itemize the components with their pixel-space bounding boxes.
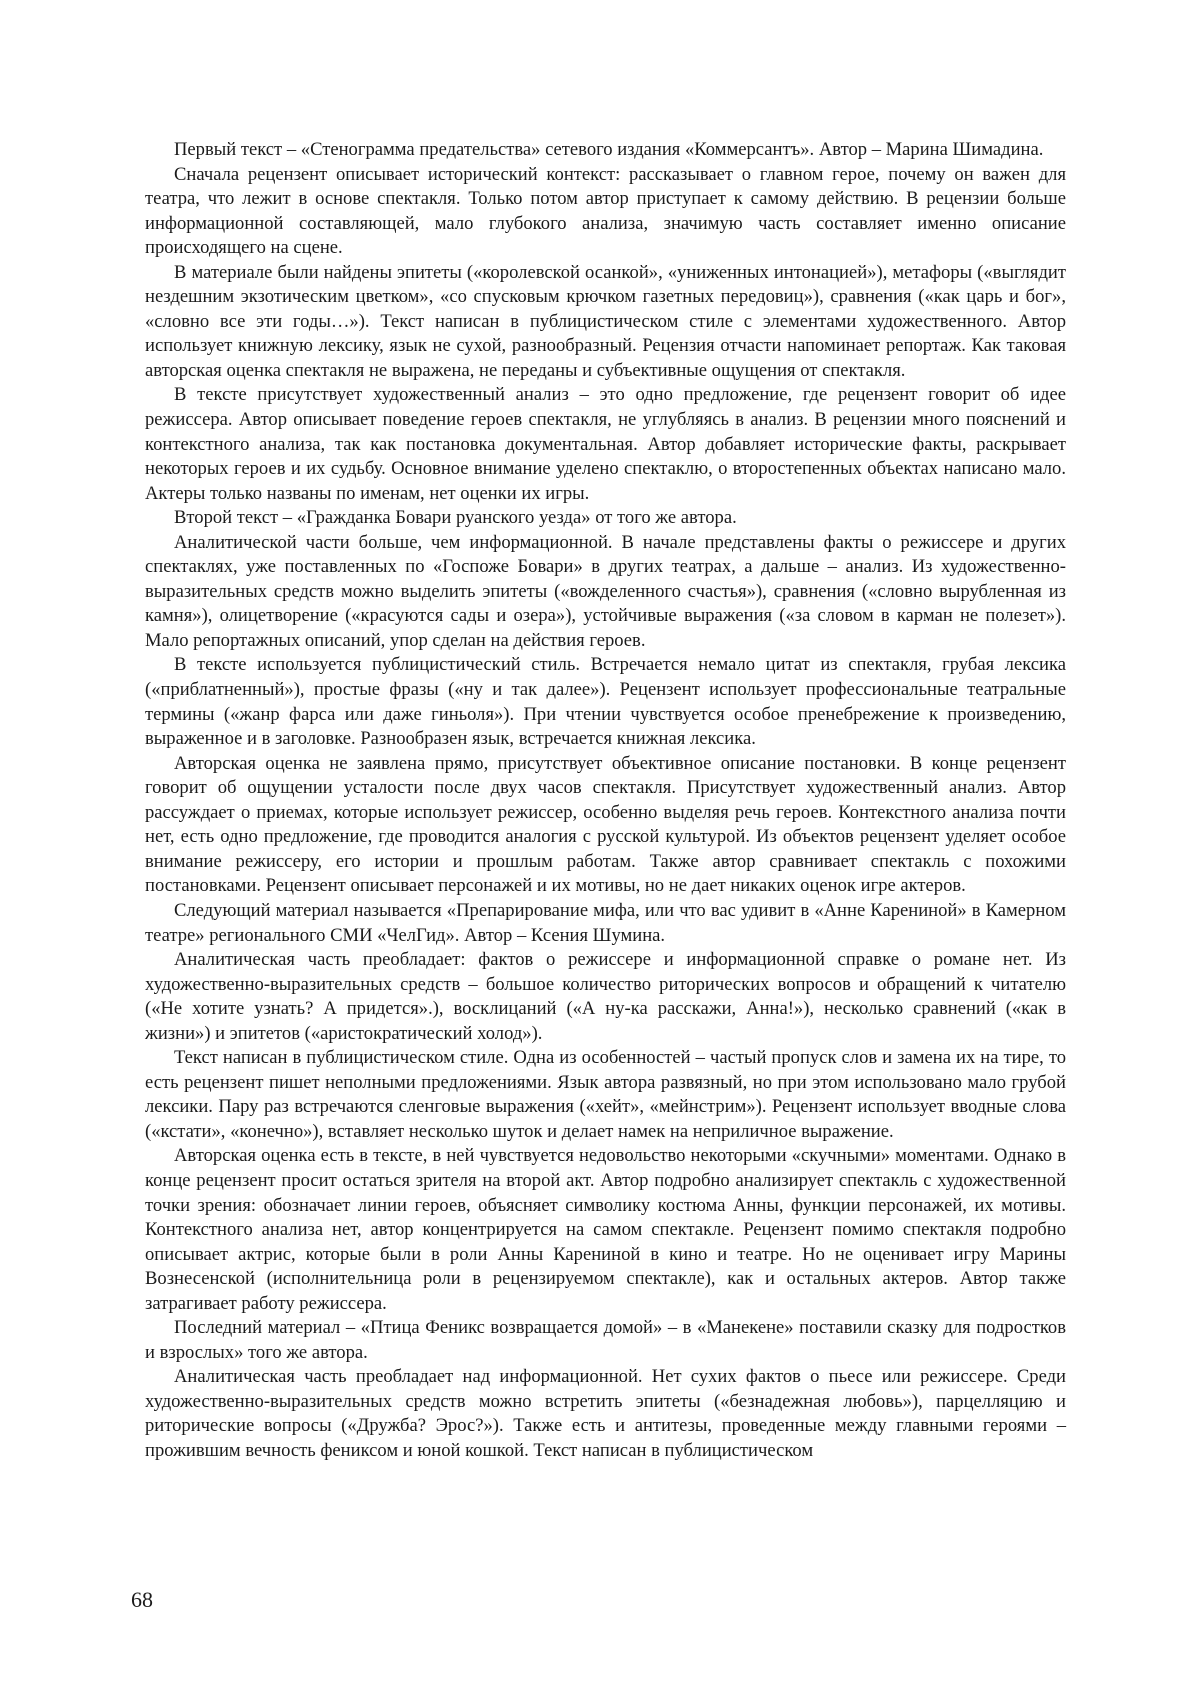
paragraph-3: В материале были найдены эпитеты («королевской осанкой», «униженных интонацией»), метафоры («выглядит нездешним экзотическим цветком», «со спусковым крючком газетных передовиц»), сравнения («как царь и бог», «словно все эти годы…»). Текст написан в публицистическом стиле с элементами художественного. Автор использует книжную лексику, язык не сухой, разнообразный. Рецензия отчасти напоминает репортаж. Как таковая авторская оценка спектакля не выражена, не переданы и субъективные ощущения от спектакля.: [145, 261, 1066, 381]
paragraph-1: Первый текст – «Стенограмма предательства» сетевого издания «Коммерсантъ». Автор – Марина Шимадина.: [174, 139, 1044, 160]
paragraph-6: Аналитической части больше, чем информационной. В начале представлены факты о режиссере и других спектаклях, уже поставленных по «Госпоже Бовари» в других театрах, а дальше – анализ. Из художественно-выразительных средств можно выделить эпитеты («вожделенного счастья»), сравнения («словно вырубленная из камня»), олицетворение («красуются сады и озера»), устойчивые выражения («за словом в карман не полезет»). Мало репортажных описаний, упор сделан на действия героев.: [145, 531, 1066, 651]
paragraph-12: Авторская оценка есть в тексте, в ней чувствуется недовольство некоторыми «скучными» моментами. Однако в конце рецензент просит остаться зрителя на второй акт. Автор подробно анализирует спектакль с художественной точки зрения: обозначает линии героев, объясняет символику костюма Анны, функции персонажей, их мотивы. Контекстного анализа нет, автор концентрируется на самом спектакле. Рецензент помимо спектакля подробно описывает актрис, которые были в роли Анны Карениной в кино и театре. Но не оценивает игру Марины Вознесенской (исполнительница роли в рецензируемом спектакле), как и остальных актеров. Автор также затрагивает работу режиссера.: [145, 1145, 1066, 1314]
paragraph-14: Аналитическая часть преобладает над информационной. Нет сухих фактов о пьесе или режиссере. Среди художественно-выразительных средств можно встретить эпитеты («безнадежная любовь»), парцелляцию и риторические вопросы («Дружба? Эрос?»). Также есть и антитезы, проведенные между главными героями – прожившим вечность фениксом и юной кошкой. Текст написан в публицистическом: [145, 1366, 1066, 1461]
paragraph-2: Сначала рецензент описывает исторический контекст: рассказывает о главном герое, почему он важен для театра, что лежит в основе спектакля. Только потом автор приступает к самому действию. В рецензии больше информационной составляющей, мало глубокого анализа, значимую часть составляет именно описание происходящего на сцене.: [145, 163, 1066, 259]
body-text: [145, 138, 1066, 1464]
paragraph-4: В тексте присутствует художественный анализ – это одно предложение, где рецензент говорит об идее режиссера. Автор описывает поведение героев спектакля, не углубляясь в анализ. В рецензии много пояснений и контекстного анализа, так как постановка документальная. Автор добавляет исторические факты, раскрывает некоторых героев и их судьбу. Основное внимание уделено спектаклю, о второстепенных объектах написано мало. Актеры только названы по именам, нет оценки их игры.: [145, 384, 1066, 504]
paragraph-5: Второй текст – «Гражданка Бовари руанского уезда» от того же автора.: [174, 507, 737, 529]
paragraph-7: В тексте используется публицистический стиль. Встречается немало цитат из спектакля, грубая лексика («приблатненный»), простые фразы («ну и так далее»). Рецензент использует профессиональные театральные термины («жанр фарса или даже гиньоля»). При чтении чувствуется особое пренебрежение к произведению, выраженное и в заголовке. Разнообразен язык, встречается книжная лексика.: [145, 654, 1066, 750]
page-number: 68: [131, 1587, 153, 1612]
paragraph-8: Авторская оценка не заявлена прямо, присутствует объективное описание постановки. В конце рецензент говорит об ощущении усталости после двух часов спектакля. Присутствует художественный анализ. Автор рассуждает о приемах, которые использует режиссер, особенно выделяя речь героев. Контекстного анализа почти нет, есть одно предложение, где проводится аналогия с русской культурой. Из объектов рецензент уделяет особое внимание режиссеру, его истории и прошлым работам. Также автор сравнивает спектакль с похожими постановками. Рецензент описывает персонажей и их мотивы, но не дает никаких оценок игре актеров.: [145, 752, 1066, 897]
paragraph-9: Следующий материал называется «Препарирование мифа, или что вас удивит в «Анне Карениной» в Камерном театре» регионального СМИ «ЧелГид». Автор – Ксения Шумина.: [145, 899, 1066, 946]
paragraph-13: Последний материал – «Птица Феникс возвращается домой» – в «Манекене» поставили сказку для подростков и взрослых» того же автора.: [145, 1317, 1066, 1363]
paragraph-11: Текст написан в публицистическом стиле. Одна из особенностей – частый пропуск слов и замена их на тире, то есть рецензент пишет неполными предложениями. Язык автора развязный, но при этом использовано мало грубой лексики. Пару раз встречаются сленговые выражения («хейт», «мейнстрим»). Рецензент использует вводные слова («кстати», «конечно»), вставляет несколько шуток и делает намек на неприличное выражение.: [145, 1047, 1066, 1142]
paragraph-10: Аналитическая часть преобладает: фактов о режиссере и информационной справке о романе нет. Из художественно-выразительных средств – большое количество риторических вопросов и обращений к читателю («Не хотите узнать? А придется».), восклицаний («А ну-ка расскажи, Анна!»), несколько сравнений («как в жизни») и эпитетов («аристократический холод»).: [145, 949, 1066, 1044]
